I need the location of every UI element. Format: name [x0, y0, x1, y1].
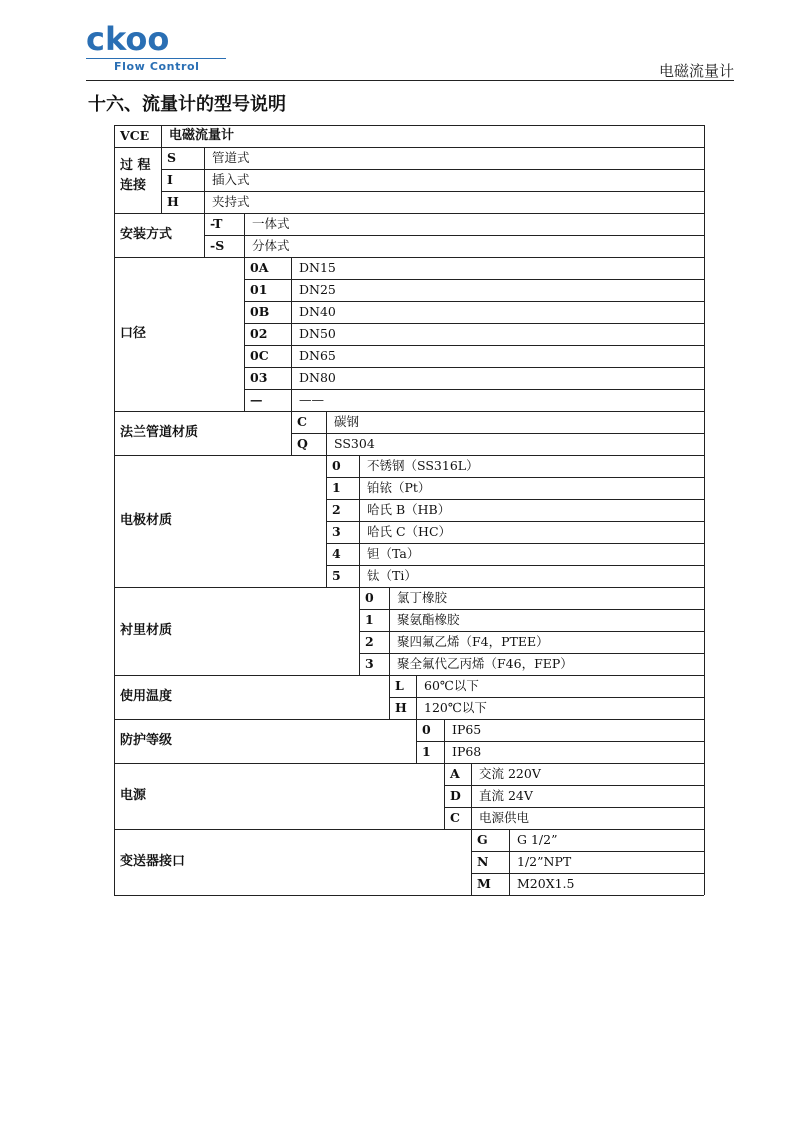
table-rule: [204, 147, 205, 213]
option-desc: 哈氏 B（HB）: [367, 502, 451, 517]
option-code: —: [250, 392, 263, 407]
group-label-process: 过 程: [120, 158, 151, 173]
option-code: 2: [332, 502, 341, 517]
option-desc: 哈氏 C（HC）: [367, 524, 452, 539]
table-rule: [471, 763, 472, 829]
table-group-divider: [114, 257, 704, 258]
option-code: D: [450, 788, 461, 803]
group-label-temperature: 使用温度: [120, 689, 173, 704]
option-code: 03: [250, 370, 268, 385]
table-rule: [471, 829, 472, 895]
option-desc: M20X1.5: [517, 876, 575, 891]
option-code: 0: [332, 458, 341, 473]
table-group-divider: [114, 829, 704, 830]
logo-underline: [86, 58, 226, 59]
group-label-caliber: 口径: [120, 326, 147, 341]
option-desc: 铂铱（Pt）: [367, 480, 431, 495]
option-code: 1: [332, 480, 341, 495]
option-desc: 60℃以下: [424, 678, 479, 693]
option-desc: 交流 220V: [479, 766, 541, 781]
option-code: 0B: [250, 304, 270, 319]
option-code: 1: [365, 612, 374, 627]
model-code-table: [114, 125, 704, 895]
option-code: H: [167, 194, 179, 209]
option-desc: 一体式: [252, 216, 290, 231]
table-rule: [161, 147, 162, 213]
option-desc: DN80: [299, 370, 336, 385]
option-code: H: [395, 700, 407, 715]
table-group-divider: [114, 213, 704, 214]
option-code: I: [167, 172, 173, 187]
option-desc: 直流 24V: [479, 788, 533, 803]
option-code: 4: [332, 546, 341, 561]
option-code: Q: [297, 436, 308, 451]
table-rule: [161, 125, 162, 147]
option-desc: 120℃以下: [424, 700, 487, 715]
group-label-flange: 法兰管道材质: [120, 425, 199, 440]
table-rule: [291, 257, 292, 411]
option-code: 0C: [250, 348, 269, 363]
model-code: VCE: [120, 128, 150, 143]
table-group-divider: [114, 411, 704, 412]
option-code: S: [167, 150, 177, 165]
header-divider: [86, 80, 734, 81]
table-rule: [244, 257, 245, 411]
logo-wordmark: ckoo: [86, 20, 170, 58]
option-desc: 聚全氟代乙丙烯（F46，FEP）: [397, 656, 573, 671]
option-desc: 分体式: [252, 238, 290, 253]
group-label-process: 连接: [120, 178, 147, 193]
option-desc: 电源供电: [479, 810, 530, 825]
table-group-divider: [114, 895, 704, 896]
option-desc: 插入式: [212, 172, 250, 187]
option-code: 0: [365, 590, 374, 605]
option-code: 5: [332, 568, 341, 583]
option-desc: 钽（Ta）: [367, 546, 420, 561]
option-desc: G 1/2”: [517, 832, 558, 847]
table-left-border: [114, 125, 115, 895]
option-desc: 碳钢: [334, 414, 360, 429]
option-code: L: [395, 678, 404, 693]
table-rule: [509, 829, 510, 895]
option-desc: IP65: [452, 722, 482, 737]
option-desc: ——: [299, 392, 324, 407]
option-desc: 1/2”NPT: [517, 854, 572, 869]
company-logo: [86, 22, 226, 73]
option-desc: 聚四氟乙烯（F4，PTEE）: [397, 634, 549, 649]
option-code: G: [477, 832, 488, 847]
option-code: M: [477, 876, 491, 891]
group-label-protection: 防护等级: [120, 733, 173, 748]
option-desc: 夹持式: [212, 194, 250, 209]
option-code: -T: [210, 216, 223, 231]
option-desc: DN65: [299, 348, 336, 363]
option-code: 01: [250, 282, 268, 297]
option-desc: DN15: [299, 260, 336, 275]
option-code: 02: [250, 326, 268, 341]
option-desc: IP68: [452, 744, 482, 759]
group-label-electrode: 电极材质: [120, 513, 173, 528]
option-desc: DN50: [299, 326, 336, 341]
option-desc: 不锈钢（SS316L）: [367, 458, 479, 473]
option-code: -S: [210, 238, 225, 253]
table-rule: [114, 147, 704, 148]
table-group-divider: [114, 675, 704, 676]
group-label-lining: 衬里材质: [120, 623, 173, 638]
group-label-transmitter: 变送器接口: [120, 854, 186, 869]
model-name: 电磁流量计: [169, 128, 235, 143]
logo-tagline: Flow Control: [114, 60, 200, 73]
option-code: 2: [365, 634, 374, 649]
option-desc: 聚氨酯橡胶: [397, 612, 460, 627]
table-group-divider: [114, 719, 704, 720]
option-desc: DN25: [299, 282, 336, 297]
table-rule: [444, 763, 445, 829]
section-title: 十六、流量计的型号说明: [88, 94, 286, 115]
option-code: 1: [422, 744, 431, 759]
option-code: C: [450, 810, 460, 825]
document-title: 电磁流量计: [658, 62, 734, 80]
option-code: C: [297, 414, 307, 429]
option-desc: DN40: [299, 304, 336, 319]
group-label-install: 安装方式: [120, 227, 173, 242]
option-desc: SS304: [334, 436, 375, 451]
option-code: 0A: [250, 260, 269, 275]
table-right-border: [704, 125, 705, 895]
table-group-divider: [114, 763, 704, 764]
table-row-divider: [471, 873, 704, 874]
option-code: 3: [332, 524, 341, 539]
table-row-divider: [471, 851, 704, 852]
option-code: A: [450, 766, 460, 781]
option-code: 3: [365, 656, 374, 671]
option-desc: 管道式: [212, 150, 250, 165]
group-label-power: 电源: [120, 788, 147, 803]
option-code: N: [477, 854, 489, 869]
option-desc: 氯丁橡胶: [397, 590, 448, 605]
option-code: 0: [422, 722, 431, 737]
option-desc: 钛（Ti）: [367, 568, 417, 583]
